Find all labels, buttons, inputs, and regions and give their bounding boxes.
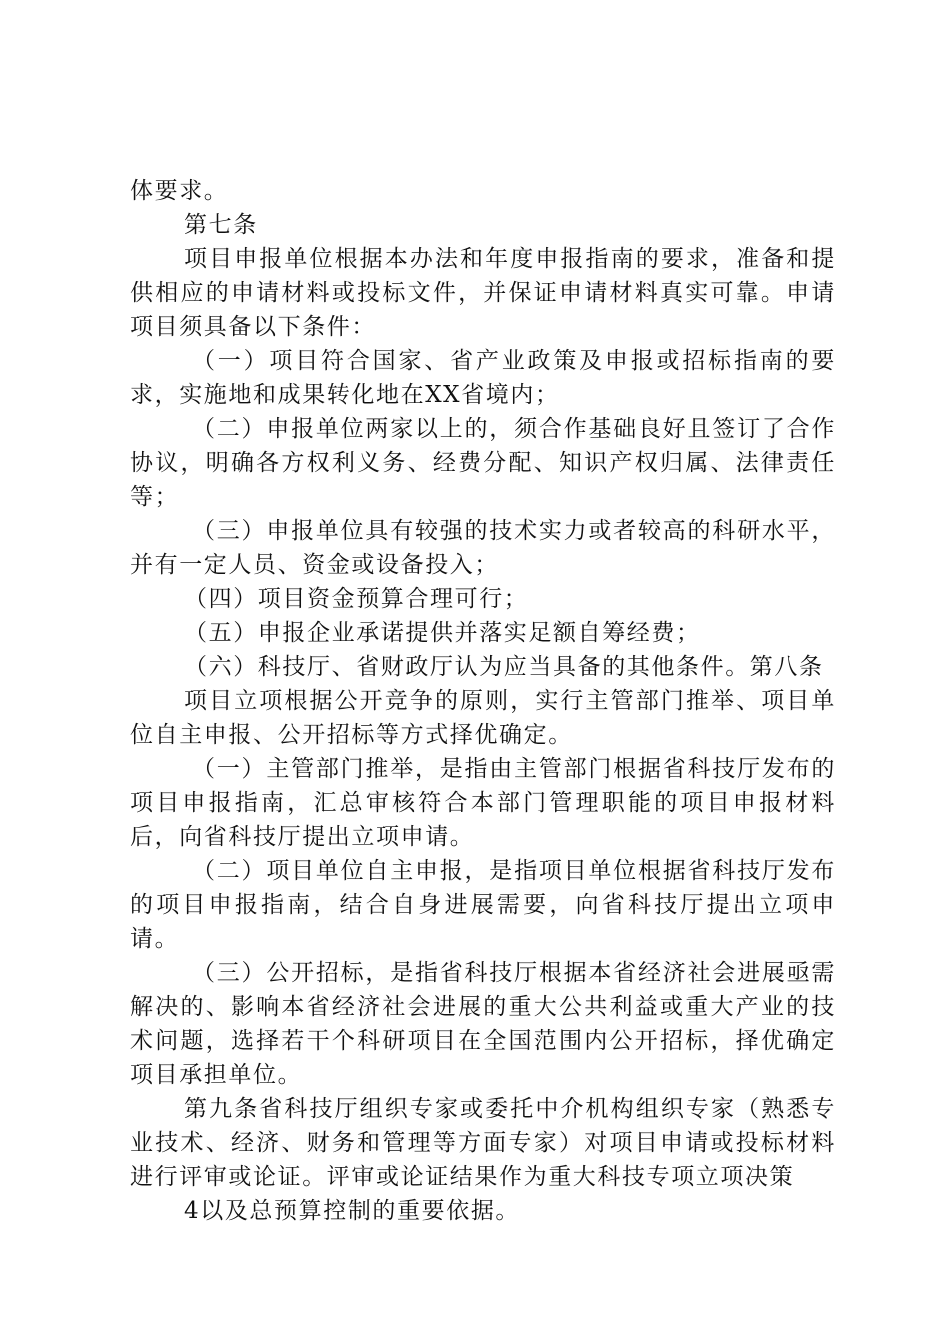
condition-item-4: （四）项目资金预算合理可行； [184,586,529,612]
method-item-1: （一）主管部门推举，是指由主管部门根据省科技厅发布的项目申报指南，汇总审核符合本部门管理职能的项目申报材料后，向省科技厅提出立项申请。 [130,756,836,850]
paragraph-final: 4以及总预算控制的重要依据。 [184,1198,521,1224]
paragraph-continuation: 体要求。 [130,178,229,204]
document-body [130,174,836,1228]
condition-item-2: （二）申报单位两家以上的，须合作基础良好且签订了合作协议，明确各方权利义务、经费分配、知识产权归属、法律责任等； [130,416,836,510]
paragraph-article-7: 项目申报单位根据本办法和年度申报指南的要求，准备和提供相应的申请材料或投标文件，并保证申请材料真实可靠。申请项目须具备以下条件： [130,246,836,340]
paragraph-article-8: 项目立项根据公开竞争的原则，实行主管部门推举、项目单位自主申报、公开招标等方式择优确定。 [130,688,836,748]
method-item-3: （三）公开招标，是指省科技厅根据本省经济社会进展亟需解决的、影响本省经济社会进展的重大公共利益或重大产业的技术问题，选择若干个科研项目在全国范围内公开招标，择优确定项目承担单位。 [130,960,836,1088]
condition-item-6: （六）科技厅、省财政厅认为应当具备的其他条件。第八条 [184,654,824,680]
condition-item-3: （三）申报单位具有较强的技术实力或者较高的科研水平，并有一定人员、资金或设备投入； [130,518,836,578]
condition-item-5: （五）申报企业承诺提供并落实足额自筹经费； [184,620,701,646]
paragraph-article-9: 第九条省科技厅组织专家或委托中介机构组织专家（熟悉专业技术、经济、财务和管理等方面专家）对项目申请或投标材料进行评审或论证。评审或论证结果作为重大科技专项立项决策 [130,1096,836,1190]
method-item-2: （二）项目单位自主申报，是指项目单位根据省科技厅发布的项目申报指南，结合自身进展需要，向省科技厅提出立项申请。 [130,858,836,952]
condition-item-1: （一）项目符合国家、省产业政策及申报或招标指南的要求，实施地和成果转化地在XX省境内； [130,348,836,408]
article-heading-7: 第七条 [184,212,258,238]
